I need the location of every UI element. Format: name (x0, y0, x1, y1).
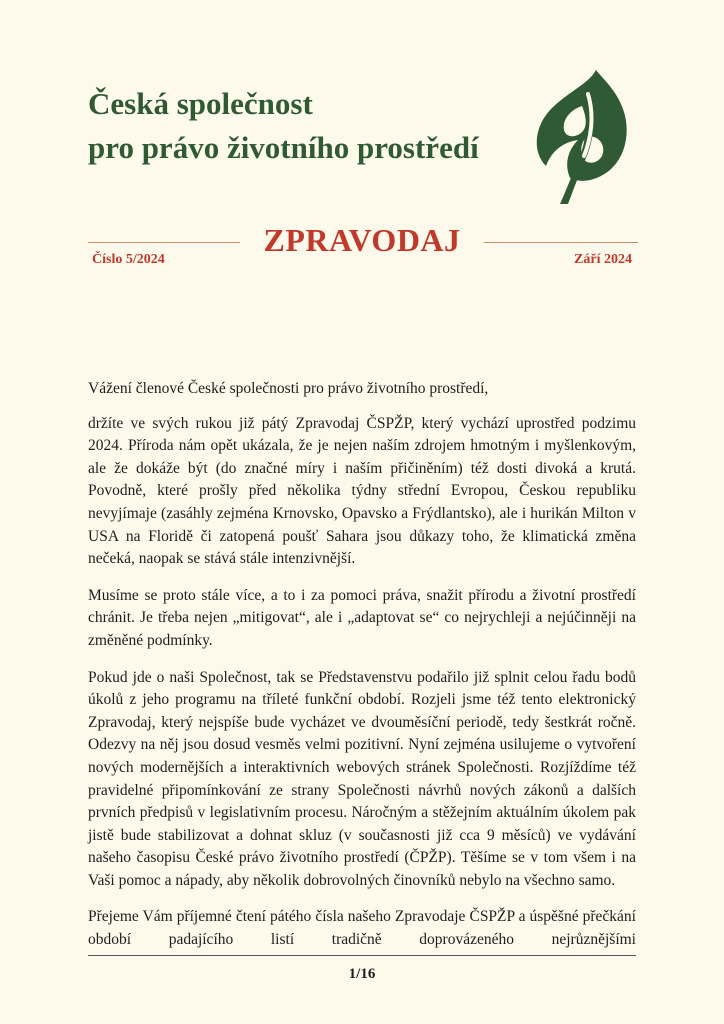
issue-date: Září 2024 (574, 252, 632, 267)
leaf-logo-icon (530, 66, 632, 206)
organization-name-line-1: Česká společnost (88, 86, 313, 121)
newsletter-title: ZPRAVODAJ (263, 222, 461, 258)
footer-rule (88, 955, 636, 956)
letter-body (88, 378, 636, 966)
issue-number: Číslo 5/2024 (92, 252, 165, 267)
masthead-rule-right (484, 242, 638, 243)
paragraph-3: Pokud jde o naši Společnost, tak se Představenstvu podařilo již splnit celou řadu bodů úkolů z jeho programu na tříleté funkční období. Rozjeli jsme též tento elektronický Zpravodaj, který nejspíše bude vycházet ve dvouměsíční periodě, tedy šestkrát ročně. Odezvy na něj jsou dosud vesměs velmi pozitivní. Nyní zejména usilujeme o vytvoření nových modernějších a interaktivních webových stránek Společnosti. Rozjíždíme též pravidelné připomínkování ze strany Společnosti návrhů nových zákonů a dalších prvních předpisů v legislativním procesu. Náročným a stěžejním aktuálním úkolem pak jistě bude stabilizovat a dohnat skluz (v současnosti již cca 9 měsíců) ve vydávání našeho časopisu České právo životního prostředí (ČPŽP). Těšíme se v tom všem i na Vaši pomoc a nápady, aby několik dobrovolných činovníků nebylo na všechno samo. (88, 668, 636, 889)
paragraph-4: Přejeme Vám příjemné čtení pátého čísla našeho Zpravodaje ČSPŽP a úspěšné přečkání období padajícího listí tradičně doprovázeného nejrůznějšími (88, 908, 636, 949)
paragraph-1: držíte ve svých rukou již pátý Zpravodaj ČSPŽP, který vychází uprostřed podzimu 2024. Příroda nám opět ukázala, že je nejen naším zdrojem hmotným i myšlenkovým, ale že dokáže být (do značné míry i naším přičiněním) též dosti divoká a krutá. Povodně, které prošly před několika týdny střední Evropou, Českou republiku nevyjímaje (zasáhly zejména Krnovsko, Opavsko a Frýdlantsko), ale i hurikán Milton v USA na Floridě či zatopená poušť Sahara jsou důkazy toho, že klimatická změna nečeká, naopak se stává stále intenzivnější. (88, 414, 636, 568)
organization-name (88, 82, 528, 170)
page-number: 1/16 (348, 966, 376, 982)
greeting: Vážení členové České společnosti pro právo životního prostředí, (88, 380, 489, 397)
paragraph-2: Musíme se proto stále více, a to i za pomoci práva, snažit přírodu a životní prostředí chránit. Je třeba nejen „mitigovat“, ale i „adaptovat se“ co nejrychleji a nejúčinněji na změněné podmínky. (88, 586, 636, 649)
organization-name-line-2: pro právo životního prostředí (88, 130, 479, 165)
masthead-rule-left (88, 242, 240, 243)
